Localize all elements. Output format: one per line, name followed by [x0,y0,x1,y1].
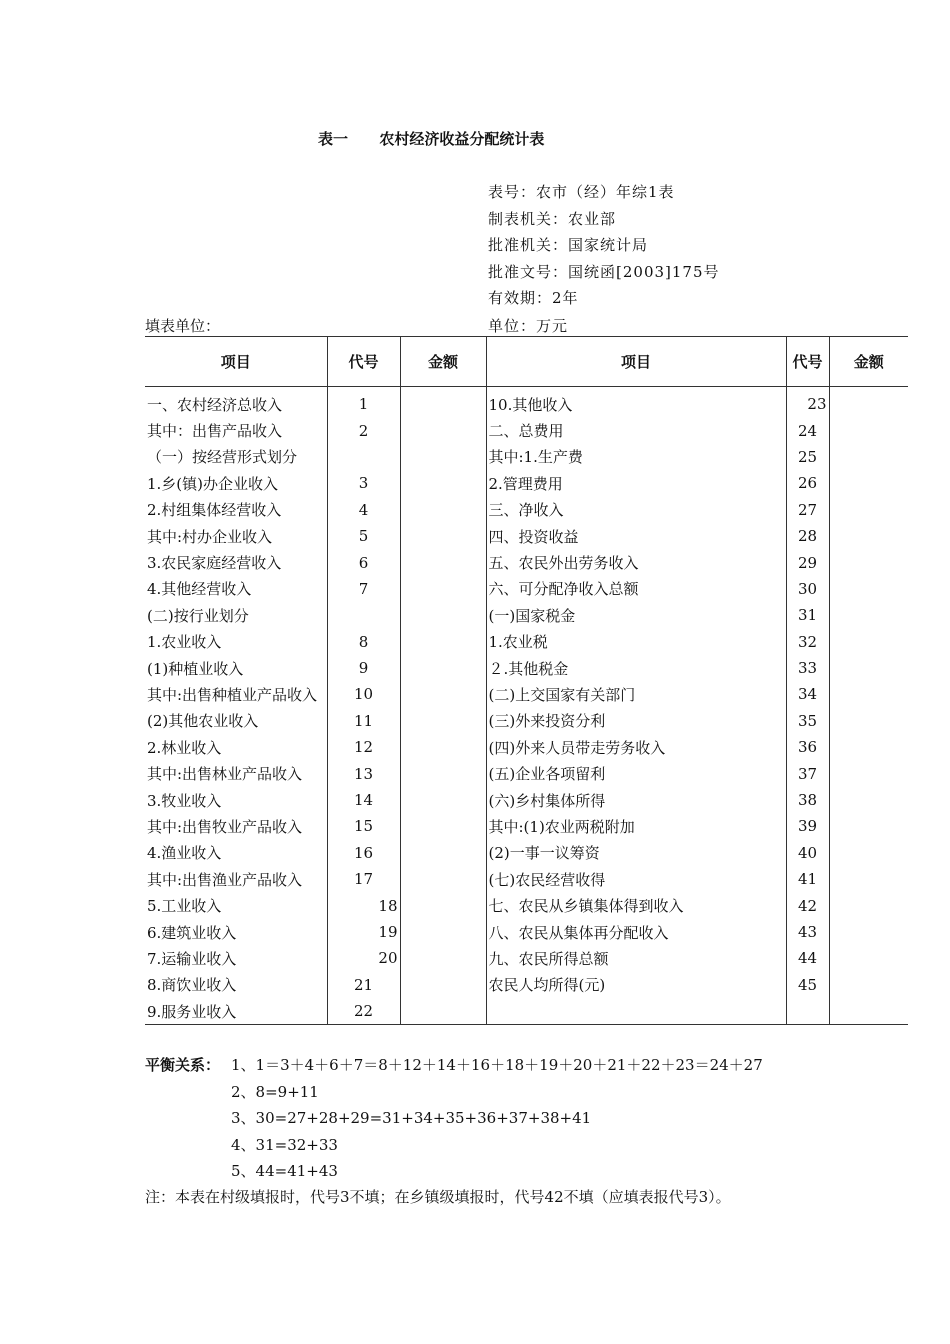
left-item-cell: 其中:出售林业产品收入 [145,760,327,786]
left-code-cell: 1 [327,391,400,417]
right-item-cell: 五、农民外出劳务收入 [486,549,786,575]
left-code-cell: 12 [327,734,400,760]
left-amount-cell [400,972,486,998]
table-row [145,549,908,575]
approval-document: 批准文号：国统函[2003]175号 [488,263,720,281]
right-item-cell: (二)上交国家有关部门 [486,681,786,707]
left-item-cell: 5.工业收入 [145,892,327,918]
left-item-cell: 3.农民家庭经营收入 [145,549,327,575]
right-code-cell: 45 [786,972,829,998]
left-amount-cell [400,919,486,945]
right-code-cell: 36 [786,734,829,760]
left-item-cell: 9.服务业收入 [145,998,327,1025]
right-item-cell: (七)农民经营收得 [486,866,786,892]
table-row [145,655,908,681]
left-code-cell: 6 [327,549,400,575]
table-row [145,998,908,1025]
right-amount-cell [829,972,908,998]
left-amount-cell [400,866,486,892]
right-amount-cell [829,602,908,628]
right-item-cell: 四、投资收益 [486,523,786,549]
right-item-cell: 2.管理费用 [486,470,786,496]
right-amount-cell [829,444,908,470]
table-row [145,681,908,707]
right-item-cell: 七、农民从乡镇集体得到收入 [486,892,786,918]
statistics-table [145,336,908,1025]
left-code-cell: 7 [327,576,400,602]
left-code-cell: 11 [327,708,400,734]
left-amount-cell [400,945,486,971]
right-item-cell: 二、总费用 [486,417,786,443]
left-amount-cell [400,523,486,549]
right-code-cell: 23 [786,391,829,417]
right-amount-cell [829,470,908,496]
header-code-right: 代号 [786,337,829,387]
right-code-cell: 32 [786,629,829,655]
balance-line-2: 2、8=9+11 [231,1083,319,1101]
left-item-cell: 其中:出售渔业产品收入 [145,866,327,892]
right-amount-cell [829,655,908,681]
table-row [145,629,908,655]
page-title: 表一 农村经济收益分配统计表 [318,130,545,148]
table-row [145,945,908,971]
table-row [145,417,908,443]
left-amount-cell [400,444,486,470]
right-amount-cell [829,813,908,839]
left-amount-cell [400,760,486,786]
right-item-cell: 其中:(1)农业两税附加 [486,813,786,839]
left-code-cell: 10 [327,681,400,707]
form-number: 表号：农市（经）年综1表 [488,183,675,201]
right-item-cell: (2)一事一议筹资 [486,840,786,866]
right-amount-cell [829,523,908,549]
right-code-cell: 39 [786,813,829,839]
right-item-cell: 九、农民所得总额 [486,945,786,971]
right-code-cell: 42 [786,892,829,918]
right-item-cell: 10.其他收入 [486,391,786,417]
header-item-left: 项目 [145,337,327,387]
left-amount-cell [400,391,486,417]
left-code-cell: 22 [327,998,400,1025]
left-code-cell: 9 [327,655,400,681]
right-code-cell: 27 [786,497,829,523]
left-item-cell: 4.渔业收入 [145,840,327,866]
balance-line-3: 3、30=27+28+29=31+34+35+36+37+38+41 [231,1109,592,1127]
table-row [145,813,908,839]
table-row [145,866,908,892]
left-code-cell: 14 [327,787,400,813]
left-item-cell: (2)其他农业收入 [145,708,327,734]
left-amount-cell [400,470,486,496]
right-code-cell: 26 [786,470,829,496]
right-amount-cell [829,497,908,523]
left-amount-cell [400,892,486,918]
right-amount-cell [829,787,908,813]
right-code-cell: 24 [786,417,829,443]
table-row [145,444,908,470]
right-amount-cell [829,417,908,443]
left-amount-cell [400,734,486,760]
right-amount-cell [829,681,908,707]
left-amount-cell [400,708,486,734]
left-item-cell: 其中:出售牧业产品收入 [145,813,327,839]
left-amount-cell [400,840,486,866]
header-item-right: 项目 [486,337,786,387]
table-row [145,840,908,866]
table-row [145,760,908,786]
left-code-cell: 8 [327,629,400,655]
left-code-cell: 3 [327,470,400,496]
right-amount-cell [829,945,908,971]
right-amount-cell [829,866,908,892]
left-amount-cell [400,602,486,628]
right-code-cell: 30 [786,576,829,602]
right-amount-cell [829,629,908,655]
left-amount-cell [400,576,486,602]
left-code-cell: 21 [327,972,400,998]
table-row [145,972,908,998]
balance-line-4: 4、31=32+33 [231,1136,338,1154]
left-item-cell: 7.运输业收入 [145,945,327,971]
right-code-cell: 35 [786,708,829,734]
right-code-cell: 25 [786,444,829,470]
right-item-cell: ２.其他税金 [486,655,786,681]
right-amount-cell [829,708,908,734]
right-item-cell: (五)企业各项留利 [486,760,786,786]
right-code-cell: 28 [786,523,829,549]
right-item-cell: 1.农业税 [486,629,786,655]
left-code-cell: 18 [327,892,400,918]
table-row [145,470,908,496]
right-code-cell: 33 [786,655,829,681]
right-item-cell: (三)外来投资分利 [486,708,786,734]
header-code-left: 代号 [327,337,400,387]
right-code-cell: 38 [786,787,829,813]
right-amount-cell [829,840,908,866]
right-item-cell: (一)国家税金 [486,602,786,628]
left-item-cell: 2.林业收入 [145,734,327,760]
left-amount-cell [400,549,486,575]
balance-label: 平衡关系： [145,1056,221,1074]
right-code-cell: 40 [786,840,829,866]
table-row [145,892,908,918]
left-code-cell: 2 [327,417,400,443]
table-row [145,523,908,549]
table-row [145,602,908,628]
left-code-cell: 5 [327,523,400,549]
right-code-cell: 41 [786,866,829,892]
table-row [145,919,908,945]
right-item-cell [486,998,786,1025]
table-row [145,497,908,523]
right-amount-cell [829,998,908,1025]
left-item-cell: 2.村组集体经营收入 [145,497,327,523]
balance-line-1: 1、1＝3＋4＋6＋7＝8＋12＋14＋16＋18＋19＋20＋21＋22＋23＝24＋27 [231,1056,763,1074]
right-code-cell: 34 [786,681,829,707]
left-item-cell: 1.农业收入 [145,629,327,655]
left-code-cell: 16 [327,840,400,866]
validity-period: 有效期：2年 [488,289,579,307]
left-item-cell: 其中：出售产品收入 [145,417,327,443]
right-item-cell: (四)外来人员带走劳务收入 [486,734,786,760]
right-item-cell: (六)乡村集体所得 [486,787,786,813]
balance-line-5: 5、44=41+43 [231,1162,338,1180]
table-row [145,391,908,417]
right-amount-cell [829,734,908,760]
left-code-cell: 13 [327,760,400,786]
table-row [145,576,908,602]
left-item-cell: 8.商饮业收入 [145,972,327,998]
table-body [145,387,908,1025]
right-item-cell: 六、可分配净收入总额 [486,576,786,602]
right-code-cell: 29 [786,549,829,575]
left-item-cell: （一）按经营形式划分 [145,444,327,470]
issuing-authority: 制表机关：农业部 [488,210,617,228]
left-item-cell: (二)按行业划分 [145,602,327,628]
left-item-cell: 一、农村经济总收入 [145,391,327,417]
left-amount-cell [400,655,486,681]
left-amount-cell [400,681,486,707]
left-code-cell: 20 [327,945,400,971]
left-amount-cell [400,787,486,813]
right-item-cell: 其中:1.生产费 [486,444,786,470]
left-code-cell: 17 [327,866,400,892]
left-amount-cell [400,629,486,655]
left-item-cell: (1)种植业收入 [145,655,327,681]
left-code-cell: 15 [327,813,400,839]
left-item-cell: 4.其他经营收入 [145,576,327,602]
right-item-cell: 农民人均所得(元) [486,972,786,998]
left-amount-cell [400,998,486,1025]
left-item-cell: 3.牧业收入 [145,787,327,813]
left-code-cell: 4 [327,497,400,523]
header-amount-left: 金额 [400,337,486,387]
right-code-cell: 31 [786,602,829,628]
left-amount-cell [400,813,486,839]
right-code-cell: 44 [786,945,829,971]
left-item-cell: 其中:村办企业收入 [145,523,327,549]
right-amount-cell [829,549,908,575]
right-amount-cell [829,760,908,786]
left-code-cell [327,444,400,470]
approving-authority: 批准机关：国家统计局 [488,236,649,254]
filling-unit-label: 填表单位： [145,317,221,335]
right-item-cell: 三、净收入 [486,497,786,523]
right-amount-cell [829,576,908,602]
left-amount-cell [400,417,486,443]
right-amount-cell [829,391,908,417]
table-header-row [145,337,908,387]
right-amount-cell [829,919,908,945]
table-row [145,734,908,760]
table-row [145,787,908,813]
left-item-cell: 6.建筑业收入 [145,919,327,945]
footnote: 注：本表在村级填报时，代号3不填；在乡镇级填报时，代号42不填（应填表报代号3）。 [145,1188,731,1206]
table-row [145,708,908,734]
left-item-cell: 1.乡(镇)办企业收入 [145,470,327,496]
right-item-cell: 八、农民从集体再分配收入 [486,919,786,945]
amount-unit: 单位：万元 [488,317,569,335]
right-code-cell [786,998,829,1025]
left-code-cell: 19 [327,919,400,945]
left-amount-cell [400,497,486,523]
left-code-cell [327,602,400,628]
right-code-cell: 43 [786,919,829,945]
left-item-cell: 其中:出售种植业产品收入 [145,681,327,707]
header-amount-right: 金额 [829,337,908,387]
right-amount-cell [829,892,908,918]
right-code-cell: 37 [786,760,829,786]
